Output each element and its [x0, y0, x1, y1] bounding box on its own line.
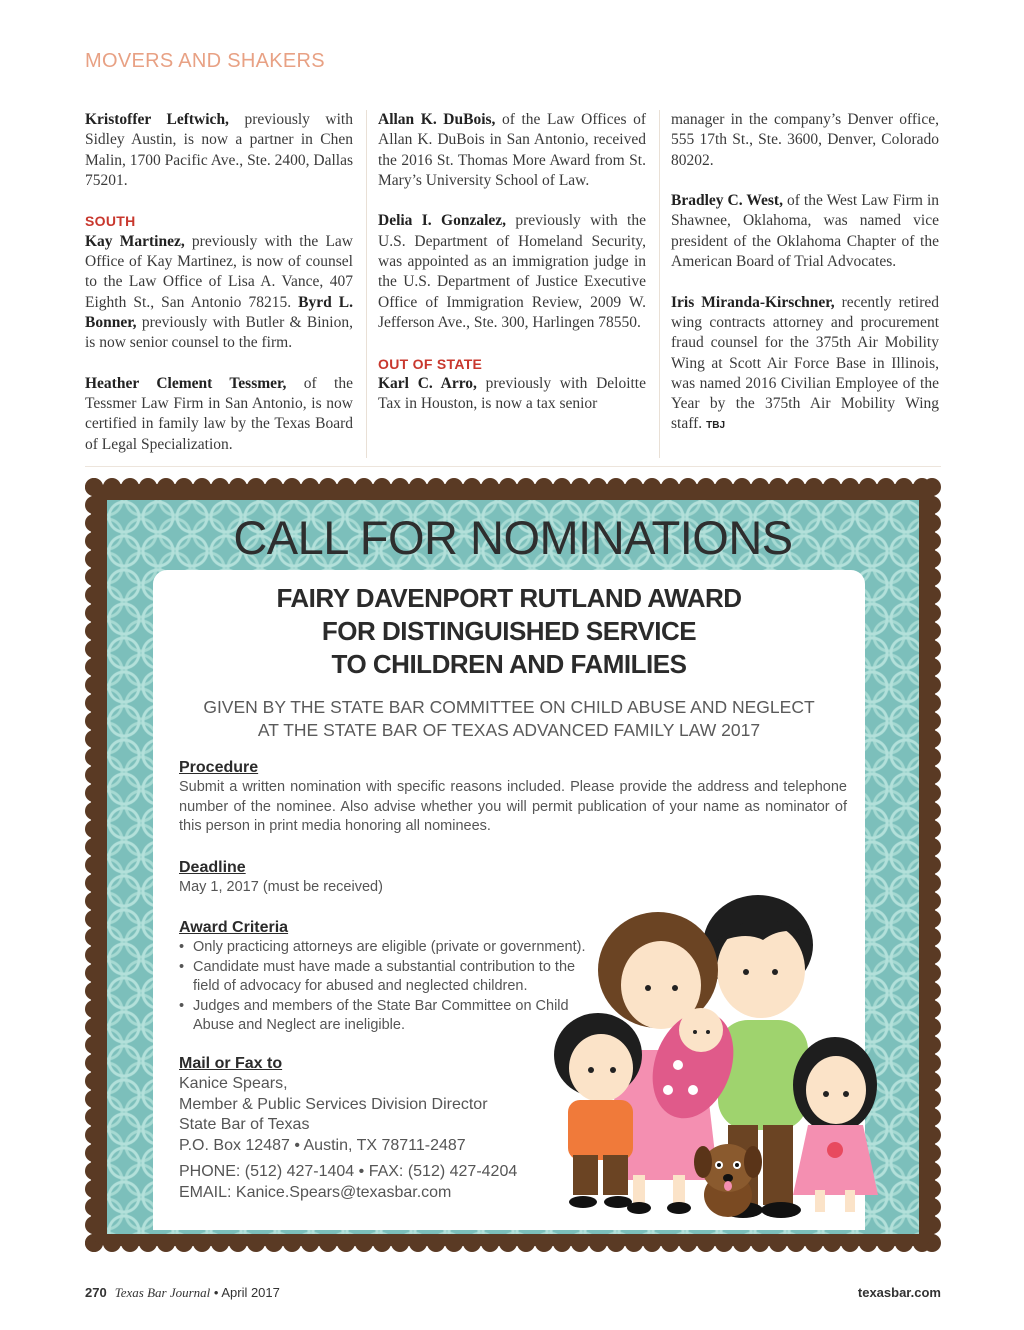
page-footer-left — [85, 1285, 280, 1301]
mail-heading: Mail or Fax to — [179, 1055, 283, 1072]
criteria-item: • Only practicing attorneys are eligible (private or government). — [179, 938, 599, 958]
deadline-text: May 1, 2017 (must be received) — [179, 879, 383, 895]
column-3 — [671, 110, 939, 457]
person-name: Kristoffer Leftwich, — [85, 111, 229, 128]
news-item — [671, 191, 939, 272]
award-title-line: TO CHILDREN AND FAMILIES — [331, 649, 687, 679]
section-divider — [85, 466, 941, 467]
flyer-card — [153, 570, 865, 1230]
award-title-line: FOR DISTINGUISHED SERVICE — [321, 616, 697, 646]
news-text: recently retired wing contracts attorney and procurement fraud counsel for the 375th Air Mobility Wing at Scott Air Force Base in Illinois, was named 2016 Civilian Employee of the Year by the 375th Air Mobility Wing staff. — [671, 293, 940, 433]
phone-fax-line: PHONE: (512) 427-1404 • FAX: (512) 427-4204 — [179, 1163, 518, 1180]
news-text: of the Law Offices of Allan K. DuBois in San Antonio, received the 2016 St. Thomas More Award from St. Mary’s University School of Law. — [378, 111, 646, 189]
news-item — [378, 374, 646, 415]
criteria-heading: Award Criteria — [179, 919, 289, 936]
flyer-title: CALL FOR NOMINATIONS — [233, 511, 793, 564]
news-text: of the West Law Firm in Shawnee, Oklahoma, was named vice president of the Oklahoma Chapter of the American Board of Trial Advocates. — [671, 192, 939, 271]
site-url: texasbar.com — [857, 1285, 941, 1300]
news-text: of the Tessmer Law Firm in San Antonio, is now certified in family law by the Texas Board of Legal Specialization. — [85, 374, 353, 453]
page-number: 270 — [85, 1285, 107, 1300]
procedure-section — [179, 758, 847, 837]
address-line: Member & Public Services Division Director — [179, 1095, 488, 1113]
news-item — [85, 110, 353, 191]
column-divider — [659, 110, 660, 458]
award-title — [153, 582, 865, 681]
news-item — [378, 211, 646, 333]
address-line: P.O. Box 12487 • Austin, TX 78711-2487 — [179, 1136, 466, 1154]
column-divider — [366, 110, 367, 458]
person-name: Delia I. Gonzalez, — [378, 212, 507, 230]
news-text: previously with the Law Office of Kay Martinez, is now of counsel to the Law Office of Lisa A. Vance, 407 Eighth St., San Antonio 78215. — [85, 232, 353, 311]
column-2 — [378, 110, 646, 435]
person-name: Allan K. DuBois, — [378, 111, 496, 128]
address-line: State Bar of Texas — [179, 1116, 310, 1133]
award-title-line: FAIRY DAVENPORT RUTLAND AWARD — [276, 583, 742, 613]
issue-date: • April 2017 — [210, 1285, 280, 1300]
person-name: Heather Clement Tessmer, — [85, 374, 287, 392]
address-line: Kanice Spears, — [179, 1075, 288, 1092]
procedure-heading: Procedure — [179, 759, 259, 776]
region-heading-out-of-state: OUT OF STATE — [378, 355, 483, 372]
news-text: previously with the U.S. Department of Homeland Security, was appointed as an immigration judge in the U.S. Department of Justice Executive Office of Immigration Review, 2009 W. Jefferson Ave., Ste. 300, Harlingen 78550. — [378, 212, 646, 331]
given-by-line: AT THE STATE BAR OF TEXAS ADVANCED FAMILY LAW 2017 — [257, 720, 761, 740]
news-item — [85, 374, 353, 455]
given-by — [153, 696, 865, 742]
person-name: Karl C. Arro, — [378, 374, 477, 392]
news-item — [671, 110, 939, 171]
column-1 — [85, 110, 353, 475]
person-name: Byrd L. Bonner, — [85, 293, 353, 331]
journal-name: Texas Bar Journal — [114, 1285, 211, 1300]
criteria-item: • Candidate must have made a substantial contribution to the field of advocacy for abused and neglected children. — [179, 958, 599, 997]
region-heading-south: SOUTH — [85, 213, 136, 230]
news-text: previously with Sidley Austin, is now a partner in Chen Malin, 1700 Pacific Ave., Ste. 2400, Dallas 75201. — [85, 111, 353, 189]
given-by-line: GIVEN BY THE STATE BAR COMMITTEE ON CHILD ABUSE AND NEGLECT — [203, 697, 815, 717]
news-text: manager in the company’s Denver office, 555 17th St., Ste. 3600, Denver, Colorado 80202. — [671, 111, 939, 169]
criteria-item: • Judges and members of the State Bar Committee on Child Abuse and Neglect are ineligible. — [179, 997, 599, 1036]
news-text: previously with Butler & Binion, is now senior counsel to the firm. — [85, 313, 353, 352]
procedure-text: Submit a written nomination with specific reasons included. Please provide the address and telephone number of the nominee. Also advise whether you will permit publication of your name as nominator of this person in print media honoring all nominees. — [179, 779, 847, 835]
person-name: Bradley C. West, — [671, 192, 783, 210]
section-title: MOVERS AND SHAKERS — [85, 50, 325, 72]
news-item — [671, 293, 939, 437]
news-item — [85, 232, 353, 354]
person-name: Iris Miranda-Kirschner, — [671, 293, 835, 311]
tbj-end-mark: TBJ — [706, 420, 726, 432]
nominations-flyer — [85, 478, 941, 1252]
deadline-heading: Deadline — [179, 859, 246, 876]
news-item — [378, 110, 646, 191]
email-line: EMAIL: Kanice.Spears@texasbar.com — [179, 1183, 452, 1201]
girl-figure — [793, 1037, 878, 1212]
news-text: previously with Deloitte Tax in Houston, is now a tax senior — [378, 374, 646, 413]
person-name: Kay Martinez, — [85, 232, 185, 250]
family-illustration — [553, 890, 893, 1230]
